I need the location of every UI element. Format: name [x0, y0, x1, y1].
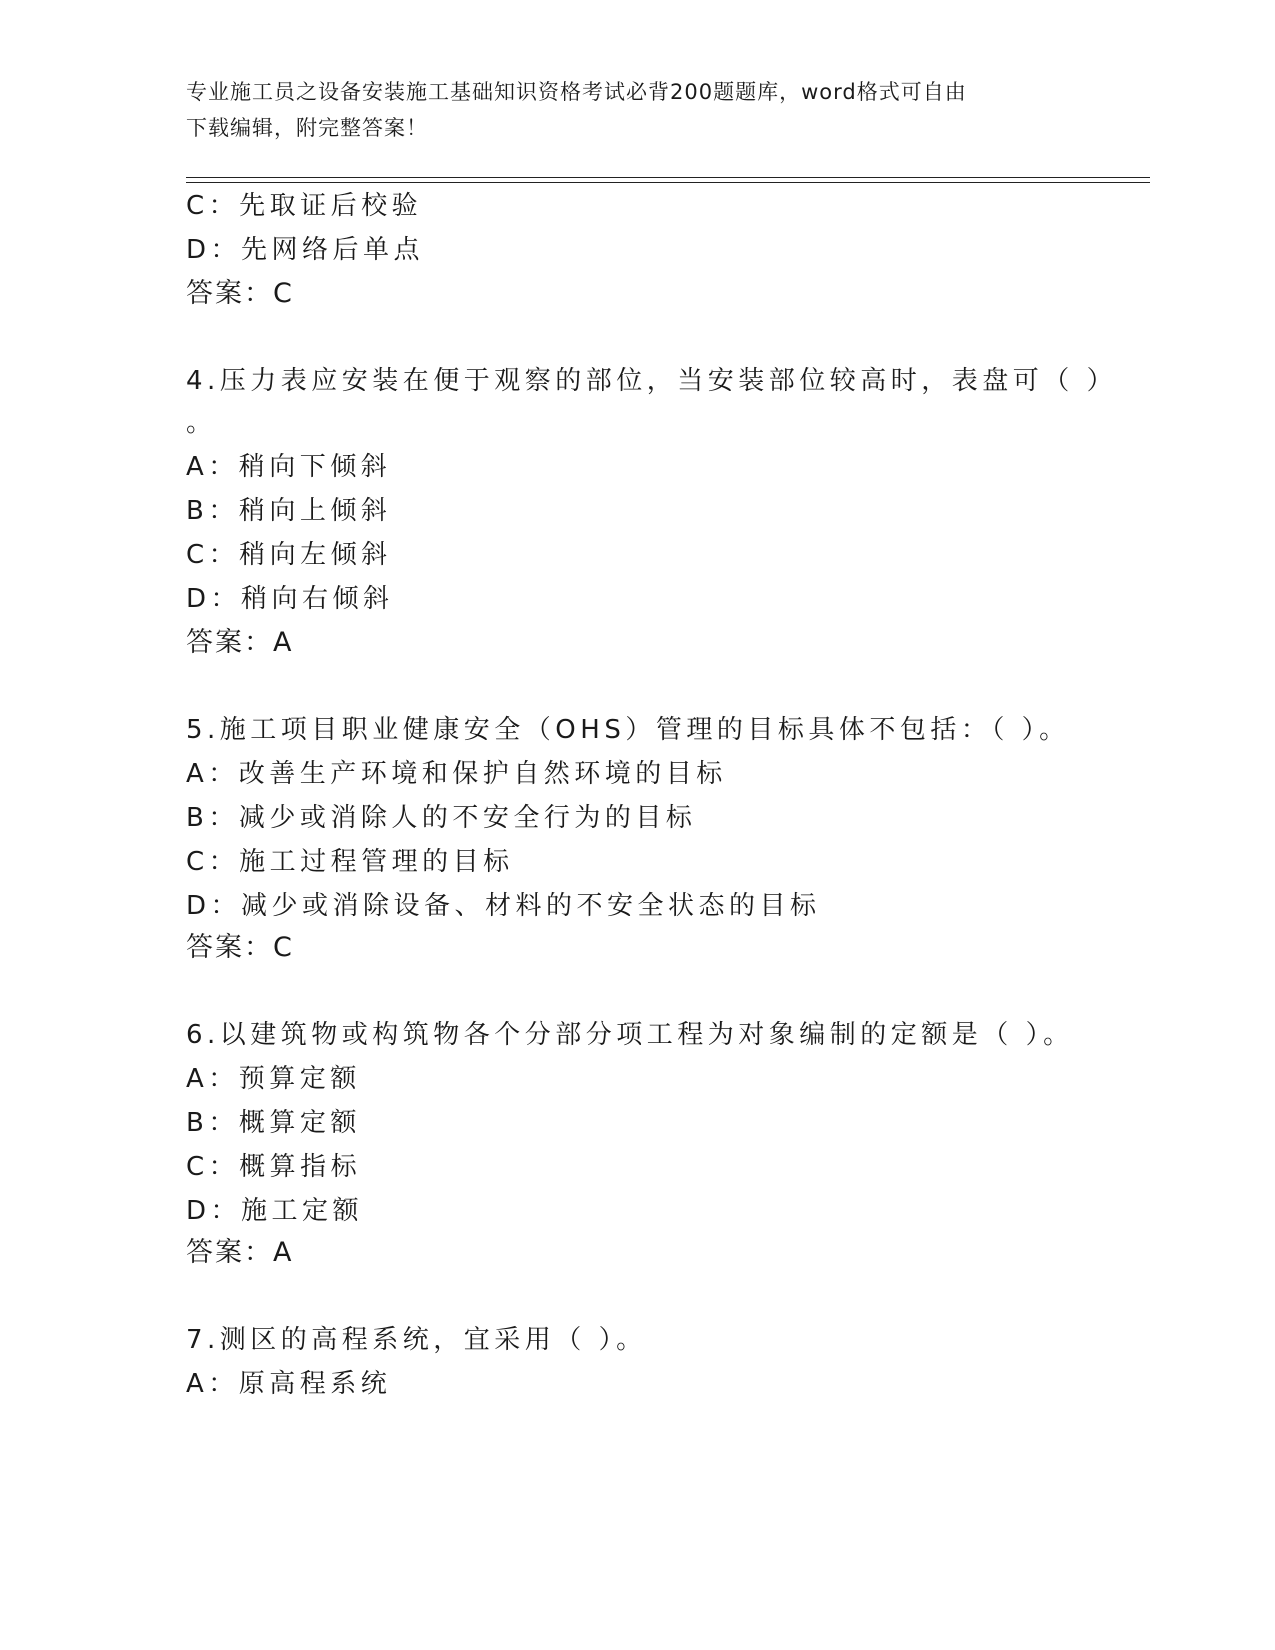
- header-rule-top: [186, 177, 1150, 178]
- option-b-line: B：减少或消除人的不安全行为的目标: [186, 803, 697, 833]
- option-c-line: C：稍向左倾斜: [186, 540, 392, 570]
- option-d-line: D：减少或消除设备、材料的不安全状态的目标: [186, 891, 821, 921]
- option-c-line: C：施工过程管理的目标: [186, 847, 514, 877]
- answer-line: 答案：C: [186, 278, 294, 309]
- option-d-line: D：稍向右倾斜: [186, 584, 394, 614]
- question-6: 6.以建筑物或构筑物各个分部分项工程为对象编制的定额是（ ）。: [186, 1020, 1074, 1050]
- option-b-line: B：概算定额: [186, 1108, 361, 1138]
- answer-line: 答案：A: [186, 1237, 294, 1268]
- question-4-continuation: 。: [186, 408, 217, 438]
- option-a-line: A：稍向下倾斜: [186, 452, 392, 482]
- question-5: 5.施工项目职业健康安全（OHS）管理的目标具体不包括：（ ）。: [186, 715, 1070, 745]
- answer-line: 答案：C: [186, 932, 294, 963]
- option-d-line: D：先网络后单点: [186, 235, 425, 265]
- answer-line: 答案：A: [186, 627, 294, 658]
- option-b-line: B：稍向上倾斜: [186, 496, 392, 526]
- header-line-2: 下载编辑，附完整答案！: [186, 116, 428, 140]
- option-a-line: A：改善生产环境和保护自然环境的目标: [186, 759, 727, 789]
- option-a-line: A：预算定额: [186, 1064, 361, 1094]
- document-header: [186, 74, 1066, 146]
- option-c-line: C：概算指标: [186, 1152, 362, 1182]
- question-7: 7.测区的高程系统，宜采用（ ）。: [186, 1325, 647, 1355]
- option-d-line: D：施工定额: [186, 1196, 364, 1226]
- option-a-line: A：原高程系统: [186, 1369, 392, 1399]
- question-4: 4.压力表应安装在便于观察的部位，当安装部位较高时，表盘可（ ）: [186, 366, 1118, 396]
- header-line-1: 专业施工员之设备安装施工基础知识资格考试必背200题题库，word格式可自由: [186, 80, 967, 104]
- option-c-line: C：先取证后校验: [186, 191, 423, 221]
- header-rule-bottom: [186, 182, 1150, 183]
